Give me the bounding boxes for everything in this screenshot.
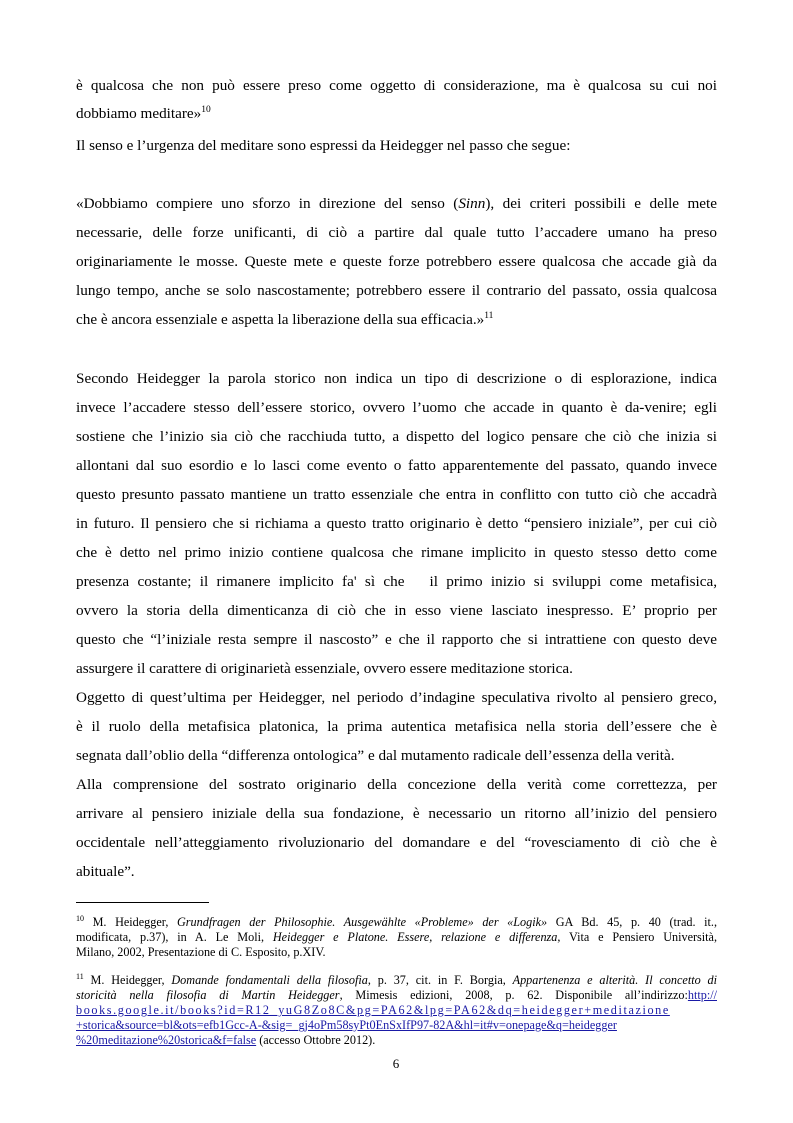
body-line: presenza costante; il rimanere implicito fa' sì che il primo inizio si sviluppi come metafisica, <box>76 573 717 590</box>
quote-line: «Dobbiamo compiere uno sforzo in direzione del senso (Sinn), dei criteri possibili e delle mete <box>76 195 718 212</box>
body-line: Alla comprensione del sostrato originario della concezione della verità come correttezza, per <box>76 776 717 793</box>
body-line: allontani dal suo esordio e lo lasci come evento o fatto apparentemente del passato, quando invece <box>76 457 717 474</box>
body-line: abituale”. <box>76 863 135 880</box>
footnote-10-line: Milano, 2002, Presentazione di C. Esposito, p.XIV. <box>76 945 326 959</box>
footnote-11-line: storicità nella filosofia di Martin Heidegger, Mimesis edizioni, 2008, p. 62. Disponibile all’indirizzo:http:// <box>76 988 717 1002</box>
footnote-ref[interactable]: 11 <box>484 311 494 321</box>
page-number: 6 <box>392 1056 400 1071</box>
body-line: in futuro. Il pensiero che si richiama a questo tratto originario è detto “pensiero iniziale”, per cui ciò <box>76 515 717 532</box>
body-line: è il ruolo della metafisica platonica, la prima autentica metafisica nella storia dell’essere che è <box>76 718 717 735</box>
footnote-11-line: %20meditazione%20storica&f=false (accesso Ottobre 2012). <box>76 1033 376 1047</box>
body-line: assurgere il carattere di originarietà essenziale, ovvero essere meditazione storica. <box>76 660 573 677</box>
footnote-11-line <box>76 1018 717 1033</box>
quote-line: necessarie, delle forze unificanti, di ciò a partire dal quale tutto l’accadere umano ha preso <box>76 224 717 241</box>
footnote-11-line <box>76 1003 717 1018</box>
footnote-10-line: modificata, p.37), in A. Le Moli, Heidegger e Platone. Essere, relazione e differenza, Vita e Pensiero Università, <box>76 930 718 944</box>
body-line: invece l’accadere stesso dell’essere storico, ovvero l’uomo che accade in quanto è da-venire; egli <box>76 399 717 416</box>
body-line: è qualcosa che non può essere preso come oggetto di considerazione, ma è qualcosa su cui noi <box>76 77 717 94</box>
google-books-link[interactable]: http:// <box>687 988 717 1002</box>
quote-line: lungo tempo, anche se solo nascostamente; potrebbero essere il contrario del passato, ossia qualcosa <box>76 282 717 299</box>
google-books-link[interactable]: +storica&source=bl&ots=efb1Gcc-A-&sig=_gj4oPm58syPt0EnSxIfP97-82A&hl=it#v=onepage&q=heidegger <box>76 1018 617 1032</box>
footnote-11-line: $^{11}$ M. Heidegger, Domande fondamentali della filosofia, p. 37, cit. in F. Borgia, Appartenenza e alterità. Il concetto di <box>76 972 717 987</box>
footnote-ref[interactable]: 10 <box>201 105 211 115</box>
body-line: Il senso e l’urgenza del meditare sono espressi da Heidegger nel passo che segue: <box>76 137 571 154</box>
google-books-link[interactable]: books.google.it/books?id=R12_yuG8Zo8C&pg=PA62&lpg=PA62&dq=heidegger+meditazione <box>76 1003 670 1017</box>
footnote-separator <box>76 902 209 903</box>
body-line: occidentale nell’atteggiamento rivoluzionario del domandare e del “rovesciamento di ciò che è <box>76 834 717 851</box>
body-line: sostiene che l’inizio sia ciò che racchiuda tutto, a dispetto del logico pensare che ciò che inizia si <box>76 428 717 445</box>
body-line: Secondo Heidegger la parola storico non indica un tipo di descrizione o di esplorazione, indica <box>76 370 717 387</box>
body-line: questo che “l’iniziale resta sempre il nascosto” e che il rapporto che si intrattiene con questo deve <box>76 631 717 648</box>
quote-line: originariamente le mosse. Queste mete e queste forze potrebbero essere qualcosa che accade già da <box>76 253 717 270</box>
body-line: Oggetto di quest’ultima per Heidegger, nel periodo d’indagine speculativa rivolto al pensiero greco, <box>76 689 717 706</box>
quote-line: che è ancora essenziale e aspetta la liberazione della sua efficacia.»$^{11}$ <box>76 311 494 328</box>
google-books-link[interactable]: %20meditazione%20storica&f=false <box>76 1033 257 1047</box>
body-line: questo presunto passato mantiene un tratto essenziale che entra in conflitto con tutto ciò che accadrà <box>76 486 717 503</box>
body-line: che è detto nel primo inizio contiene qualcosa che rimane implicito in questo stesso detto come <box>76 544 717 561</box>
body-line: ovvero la storia della dimenticanza di ciò che in esso viene lasciato inespresso. E’ proprio per <box>76 602 717 619</box>
body-line: segnata dall’oblio della “differenza ontologica” e dal mutamento radicale dell’essenza della verità. <box>76 747 675 764</box>
body-line: arrivare al pensiero iniziale della sua fondazione, è necessario un ritorno all’inizio del pensiero <box>76 805 717 822</box>
footnote-10-line: $^{10}$ M. Heidegger, Grundfragen der Philosophie. Ausgewählte «Probleme» der «Logik» GA Bd. 45, p. 40 (trad. it., <box>76 914 717 929</box>
body-line: dobbiamo meditare»$^{10}$ <box>76 105 211 122</box>
